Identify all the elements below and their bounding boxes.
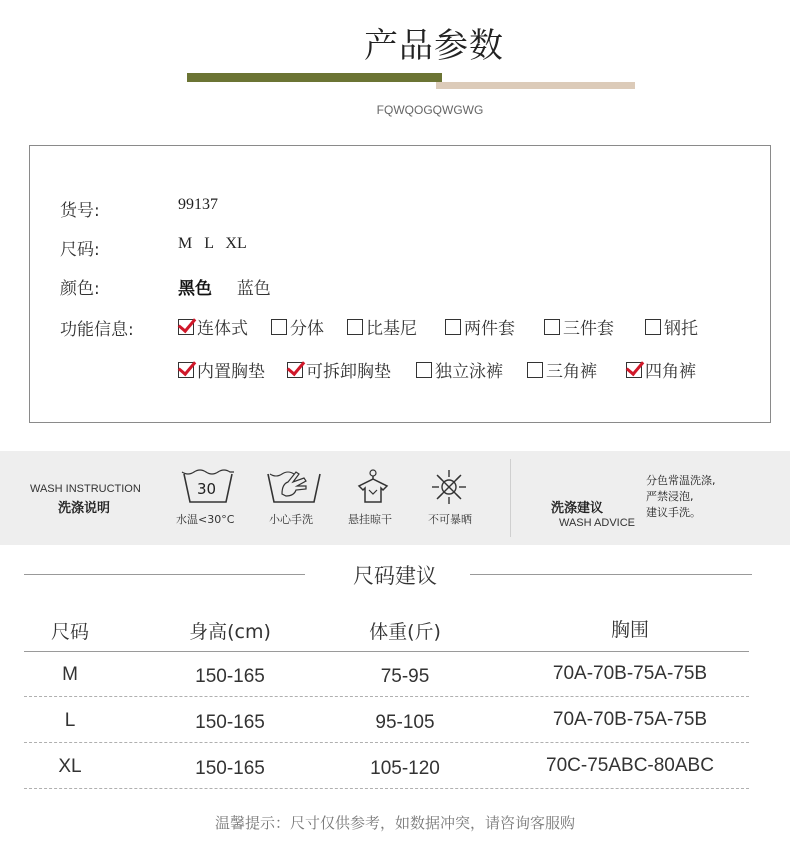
option-label: 独立泳裤 [435,362,503,382]
checkbox-icon[interactable] [445,319,461,335]
wash-instruction-band [0,451,790,545]
table-row-rule [24,742,749,743]
color-label: 颜色: [60,279,100,299]
option-split[interactable] [271,314,324,339]
option-underwire[interactable] [645,314,698,339]
product-code: FQWQOGQWGWG [376,103,484,117]
checkbox-icon[interactable] [645,319,661,335]
function-label: 功能信息: [60,320,134,340]
cell-bust: 70A-70B-75A-75B [552,709,708,730]
option-label: 四角裤 [645,362,696,382]
option-label: 可拆卸胸垫 [306,362,391,382]
wash-title-en: WASH INSTRUCTION [30,483,141,495]
checkbox-icon[interactable] [416,362,432,378]
hand-wash-label: 小心手洗 [269,513,313,526]
option-boyshorts[interactable] [626,357,696,382]
option-label: 内置胸垫 [197,362,265,382]
no-sun-icon [430,468,468,506]
footer-note: 温馨提示：尺寸仅供参考，如数据冲突，请咨询客服购 [214,814,575,832]
size-label: 尺码: [60,240,100,260]
cell-weight: 75-95 [380,666,430,687]
option-label: 比基尼 [366,319,417,339]
option-one-piece[interactable] [178,314,248,339]
checkbox-checked-icon[interactable] [287,362,303,378]
option-bikini[interactable] [347,314,417,339]
wash-advice-line: 分色常温洗涤, [646,474,716,487]
table-header-bust: 胸围 [610,619,649,641]
option-three-piece[interactable] [544,314,614,339]
cell-bust: 70A-70B-75A-75B [552,663,708,684]
size-value: M L XL [178,235,247,252]
option-separate-bottoms[interactable] [416,357,503,382]
cell-size: M [62,664,78,685]
checkbox-icon[interactable] [347,319,363,335]
wash-advice-cn: 洗涤建议 [551,501,604,516]
option-label: 三件套 [563,319,614,339]
cell-weight: 105-120 [370,758,440,779]
option-label: 连体式 [197,319,248,339]
option-removable-pad[interactable] [287,357,391,382]
hang-dry-label: 悬挂晾干 [348,513,392,526]
color-values [178,274,271,299]
no-sun-label: 不可暴晒 [428,513,472,526]
wash-advice-line: 建议手洗。 [646,506,701,519]
table-row-rule [24,696,749,697]
checkbox-icon[interactable] [271,319,287,335]
wash-divider [510,459,511,537]
option-label: 两件套 [464,319,515,339]
title-underline-beige [436,82,635,89]
checkbox-checked-icon[interactable] [178,319,194,335]
wash-temp-label: 水温<30°C [176,513,235,526]
hand-wash-icon [266,468,324,504]
color-value-black: 黑色 [178,279,212,299]
option-built-in-pad[interactable] [178,357,265,382]
table-header-weight: 体重(斤) [369,621,441,643]
hang-dry-icon [355,468,391,504]
checkbox-icon[interactable] [527,362,543,378]
item-no-label: 货号: [60,201,100,221]
size-table-title: 尺码建议 [353,564,437,588]
option-label: 三角裤 [546,362,597,382]
option-two-piece[interactable] [445,314,515,339]
cell-size: XL [58,756,82,777]
table-header-height: 身高(cm) [189,621,271,643]
wash-advice-en: WASH ADVICE [559,517,635,529]
color-value-blue: 蓝色 [236,279,271,299]
table-header-size: 尺码 [50,621,89,643]
checkbox-checked-icon[interactable] [626,362,642,378]
wash-temp-number: 30 [197,480,217,498]
cell-height: 150-165 [195,758,265,779]
option-briefs[interactable] [527,357,597,382]
cell-size: L [64,710,76,731]
size-title-rule-right [470,574,752,575]
table-row-rule [24,788,749,789]
checkbox-checked-icon[interactable] [178,362,194,378]
cell-weight: 95-105 [375,712,435,733]
option-label: 分体 [290,319,324,339]
title-underline-green [187,73,442,82]
cell-bust: 70C-75ABC-80ABC [546,755,714,776]
item-no-value: 99137 [178,196,218,213]
wash-advice-text [646,473,756,521]
cell-height: 150-165 [195,712,265,733]
wash-title-cn: 洗涤说明 [58,501,111,516]
wash-advice-line: 严禁浸泡, [646,490,694,503]
checkbox-icon[interactable] [544,319,560,335]
option-label: 钢托 [664,319,698,339]
table-header-rule [24,651,749,652]
page-title: 产品参数 [364,26,504,66]
cell-height: 150-165 [195,666,265,687]
